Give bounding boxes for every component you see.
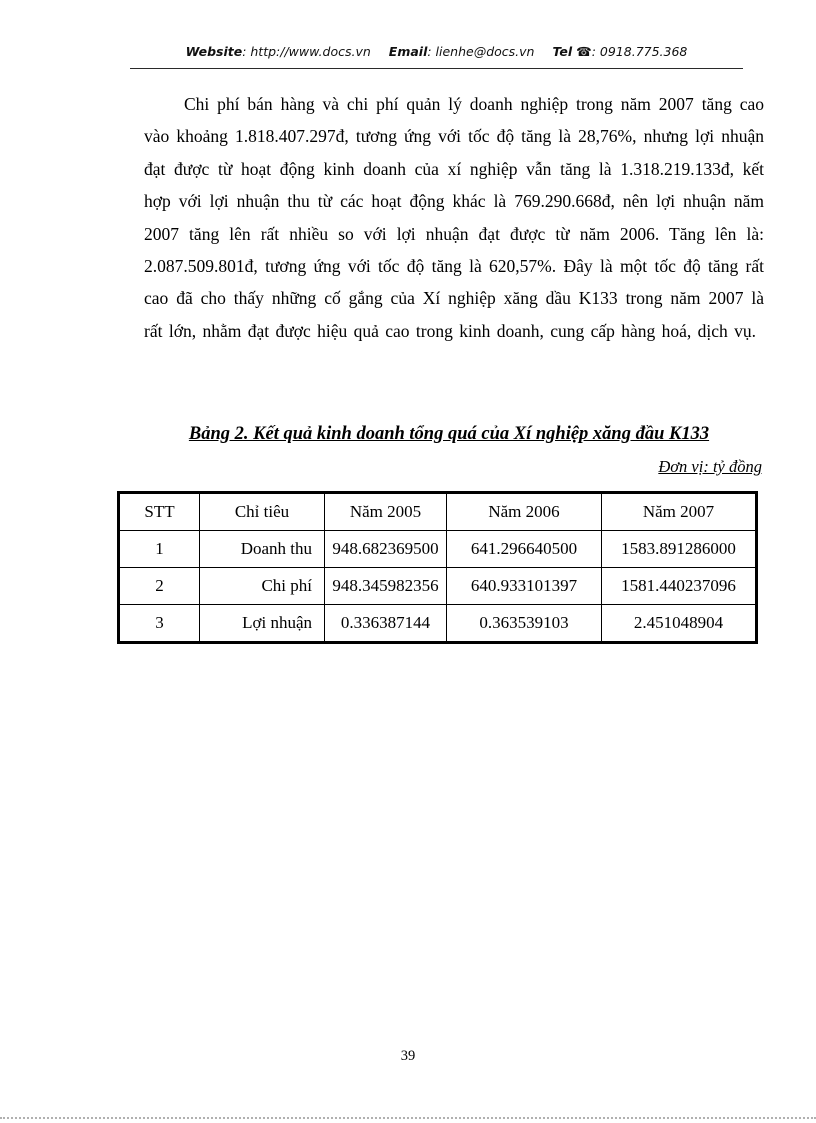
cell-chi-tieu: Lợi nhuận — [200, 605, 325, 643]
col-header-stt: STT — [119, 493, 200, 531]
cell-nam-2005: 948.345982356 — [325, 568, 447, 605]
website-url: : http://www.docs.vn — [242, 44, 371, 59]
cell-nam-2005: 948.682369500 — [325, 531, 447, 568]
cell-nam-2006: 0.363539103 — [447, 605, 602, 643]
website-group — [186, 44, 371, 59]
table-row — [119, 568, 757, 605]
col-header-nam-2006: Năm 2006 — [447, 493, 602, 531]
page-header — [130, 44, 743, 59]
body-paragraph: Chi phí bán hàng và chi phí quản lý doanh nghiệp trong năm 2007 tăng cao vào khoảng 1.818.407.297đ, tương ứng với tốc độ tăng là 28,76%, nhưng lợi nhuận đạt được từ hoạt động kinh doanh của xí nghiệp vẫn tăng là 1.318.219.133đ, kết hợp với lợi nhuận thu từ các hoạt động khác là 769.290.668đ, nên lợi nhuận năm 2007 tăng lên rất nhiều so với lợi nhuận đạt được từ năm 2006. Tăng lên là: 2.087.509.801đ, tương ứng với tốc độ tăng là 620,57%. Đây là một tốc độ tăng rất cao đã cho thấy những cố gắng của Xí nghiệp xăng dầu K133 trong năm 2007 là rất lớn, nhằm đạt được hiệu quả cao trong kinh doanh, cung cấp hàng hoá, dịch vụ. — [144, 94, 764, 341]
cell-nam-2005: 0.336387144 — [325, 605, 447, 643]
cell-nam-2006: 641.296640500 — [447, 531, 602, 568]
cell-nam-2007: 1581.440237096 — [602, 568, 757, 605]
cell-stt: 1 — [119, 531, 200, 568]
table-row — [119, 605, 757, 643]
email-group — [389, 44, 535, 59]
cell-stt: 2 — [119, 568, 200, 605]
results-table — [117, 491, 758, 644]
header-divider — [130, 68, 743, 69]
tel-group — [552, 44, 687, 59]
page-number: 39 — [400, 1048, 416, 1064]
unit-note: Đơn vị: tỷ đồng — [658, 457, 762, 476]
cell-chi-tieu: Doanh thu — [200, 531, 325, 568]
bottom-dotted-divider — [0, 1117, 816, 1119]
tel-value: : 0918.775.368 — [591, 44, 688, 59]
table-title: Bảng 2. Kết quả kinh doanh tổng quá của Xí nghiệp xăng đầu K133 — [188, 424, 710, 444]
table-row — [119, 531, 757, 568]
cell-nam-2006: 640.933101397 — [447, 568, 602, 605]
table-header-row — [119, 493, 757, 531]
col-header-nam-2005: Năm 2005 — [325, 493, 447, 531]
cell-nam-2007: 1583.891286000 — [602, 531, 757, 568]
website-label: Website — [185, 44, 243, 59]
email-value: : lienhe@docs.vn — [427, 44, 535, 59]
email-label: Email — [388, 44, 428, 59]
tel-label: Tel — [552, 44, 573, 59]
cell-chi-tieu: Chi phí — [200, 568, 325, 605]
col-header-chi-tieu: Chỉ tiêu — [200, 493, 325, 531]
cell-nam-2007: 2.451048904 — [602, 605, 757, 643]
cell-stt: 3 — [119, 605, 200, 643]
col-header-nam-2007: Năm 2007 — [602, 493, 757, 531]
phone-icon: ☎ — [576, 44, 592, 59]
